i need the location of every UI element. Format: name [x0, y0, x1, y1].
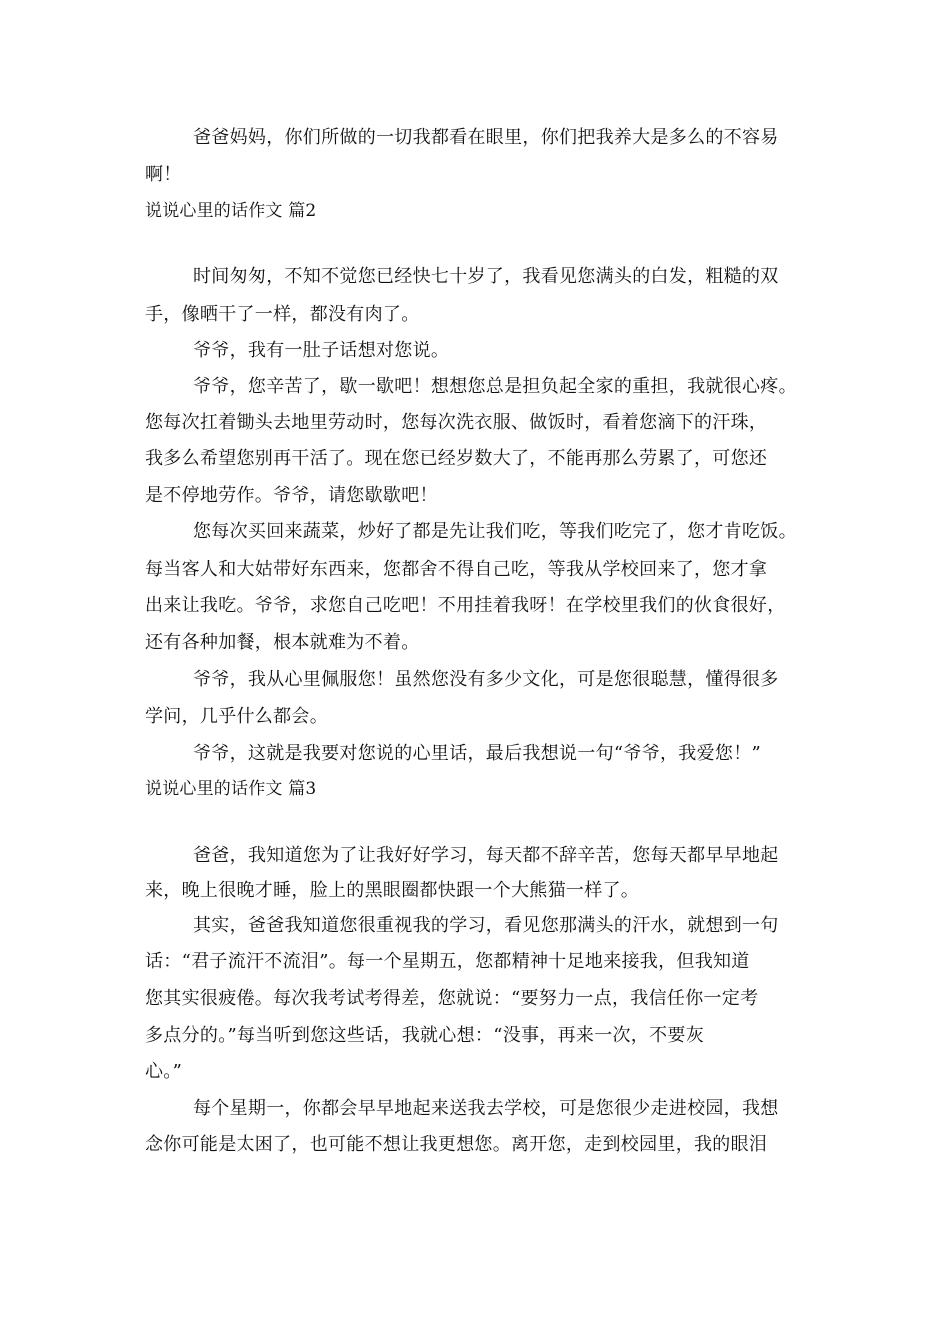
paragraph-line: 学问，几乎什么都会。	[145, 706, 328, 727]
paragraph-line: 来，晚上很晚才睡，脸上的黑眼圈都快跟一个大熊猫一样了。	[145, 880, 640, 901]
paragraph-line: 手，像晒干了一样，都没有肉了。	[145, 304, 420, 325]
paragraph-line: 话：“君子流汗不流泪”。每一个星期五，您都精神十足地来接我，但我知道	[145, 951, 750, 972]
paragraph-line: 爷爷，我从心里佩服您！虽然您没有多少文化，可是您很聪慧，懂得很多	[193, 669, 779, 690]
section-heading-2: 说说心里的话作文 篇2	[145, 201, 317, 221]
paragraph-line: 您每次扛着锄头去地里劳动时，您每次洗衣服、做饭时，看着您滴下的汗珠，	[145, 412, 768, 433]
paragraph-line: 是不停地劳作。爷爷，请您歇歇吧！	[145, 485, 438, 506]
paragraph-line: 爸爸，我知道您为了让我好好学习，每天都不辞辛苦，您每天都早早地起	[193, 845, 779, 866]
paragraph-line: 还有各种加餐，根本就难为不着。	[145, 632, 420, 653]
paragraph-line: 多点分的。”每当听到您这些话，我就心想：“没事，再来一次，不要灰	[145, 1025, 705, 1046]
paragraph-line: 心。”	[145, 1061, 183, 1082]
paragraph-line: 爷爷，这就是我要对您说的心里话，最后我想说一句“爷爷，我爱您！”	[193, 743, 762, 764]
section-heading-3: 说说心里的话作文 篇3	[145, 779, 317, 799]
paragraph-line: 时间匆匆，不知不觉您已经快七十岁了，我看见您满头的白发，粗糙的双	[193, 266, 779, 287]
paragraph-line: 每当客人和大姑带好东西来，您都舍不得自己吃，等我从学校回来了，您才拿	[145, 559, 768, 580]
paragraph-line: 每个星期一，你都会早早地起来送我去学校，可是您很少走进校园，我想	[193, 1098, 779, 1119]
paragraph-line: 爸爸妈妈，你们所做的一切我都看在眼里，你们把我养大是多么的不容易	[193, 127, 779, 148]
paragraph-line: 您每次买回来蔬菜，炒好了都是先让我们吃，等我们吃完了，您才肯吃饭。	[193, 521, 797, 542]
paragraph-line: 爷爷，我有一肚子话想对您说。	[193, 340, 450, 361]
paragraph-line: 出来让我吃。爷爷，求您自己吃吧！不用挂着我呀！在学校里我们的伙食很好，	[145, 595, 786, 616]
paragraph-line: 其实，爸爸我知道您很重视我的学习，看见您那满头的汗水，就想到一句	[193, 915, 779, 936]
paragraph-line: 啊！	[145, 164, 182, 185]
paragraph-line: 您其实很疲倦。每次我考试考得差，您就说：“要努力一点，我信任你一定考	[145, 988, 759, 1009]
paragraph-line: 爷爷，您辛苦了，歇一歇吧！想想您总是担负起全家的重担，我就很心疼。	[193, 376, 797, 397]
paragraph-line: 念你可能是太困了，也可能不想让我更想您。离开您，走到校园里，我的眼泪	[145, 1134, 768, 1155]
paragraph-line: 我多么希望您别再干活了。现在您已经岁数大了，不能再那么劳累了，可您还	[145, 448, 768, 469]
